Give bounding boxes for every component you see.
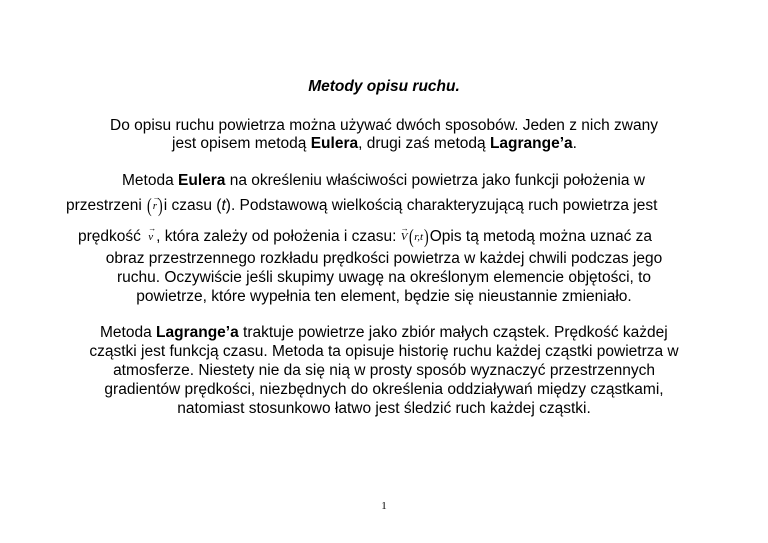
- p1-text: .: [572, 135, 577, 152]
- document-title: Metody opisu ruchu.: [308, 78, 460, 95]
- p2-text: przestrzeni: [66, 197, 147, 215]
- p2-line-3: [78, 228, 652, 246]
- p2-line-1: [122, 172, 645, 190]
- p1-eulera: Eulera: [310, 135, 359, 152]
- p2-text: prędkość: [78, 228, 146, 246]
- p2-text: Metoda: [122, 172, 179, 189]
- p3-lagrange: Lagrange’a: [156, 324, 239, 341]
- p3-text: Metoda: [100, 324, 157, 341]
- p2-text: na określeniu właściwości powietrza jako funkcji położenia w: [225, 172, 645, 189]
- vector-r-symbol: → r: [153, 197, 157, 215]
- paren-close: ): [424, 226, 429, 248]
- p2-text: ). Podstawową wielkością charakteryzującą ruch powietrza jest: [225, 197, 658, 215]
- rt-argument: r,t: [414, 231, 424, 243]
- p3-line-4: gradientów prędkości, niezbędnych do określenia oddziaływań między cząstkami,: [104, 381, 664, 398]
- p2-line-2: [66, 197, 657, 215]
- paren-close: ): [158, 195, 163, 217]
- p1-line-2: [172, 135, 577, 153]
- p1-text: , drugi zaś metodą: [358, 135, 490, 152]
- p3-text: traktuje powietrze jako zbiór małych cząstek. Prędkość każdej: [238, 324, 668, 341]
- vector-V-symbol: → V: [401, 228, 408, 246]
- p3-line-1: [100, 324, 668, 342]
- vector-v-symbol: → v: [148, 228, 153, 246]
- p2-text: Opis tą metodą można uznać za: [429, 228, 653, 246]
- page-number: 1: [381, 500, 387, 512]
- p2-t-symbol: t: [221, 197, 226, 215]
- p2-line-4: obraz przestrzennego rozkładu prędkości powietrza w każdej chwili podczas jego: [105, 250, 663, 267]
- p1-text: jest opisem metodą: [172, 135, 311, 152]
- p2-line-5: ruchu. Oczywiście jeśli skupimy uwagę na określonym elemencie objętości, to: [116, 269, 652, 286]
- p2-text: i czasu (: [163, 197, 222, 215]
- p1-lagrange: Lagrange’a: [489, 135, 573, 152]
- p3-line-5: natomiast stosunkowo łatwo jest śledzić ruch każdej cząstki.: [177, 400, 591, 417]
- p2-text: , która zależy od położenia i czasu:: [156, 228, 401, 246]
- p3-line-3: atmosferze. Niestety nie da się nią w prosty sposób wyznaczyć przestrzennych: [113, 362, 655, 379]
- paren-open: (: [147, 195, 152, 217]
- p2-eulera: Eulera: [178, 172, 226, 189]
- paren-open: (: [408, 226, 414, 248]
- p2-line-6: powietrze, które wypełnia ten element, będzie się nieustannie zmieniało.: [136, 288, 632, 305]
- p3-line-2: cząstki jest funkcją czasu. Metoda ta opisuje historię ruchu każdej cząstki powietrza w: [89, 343, 679, 360]
- p1-line-1: Do opisu ruchu powietrza można używać dwóch sposobów. Jeden z nich zwany: [110, 117, 658, 134]
